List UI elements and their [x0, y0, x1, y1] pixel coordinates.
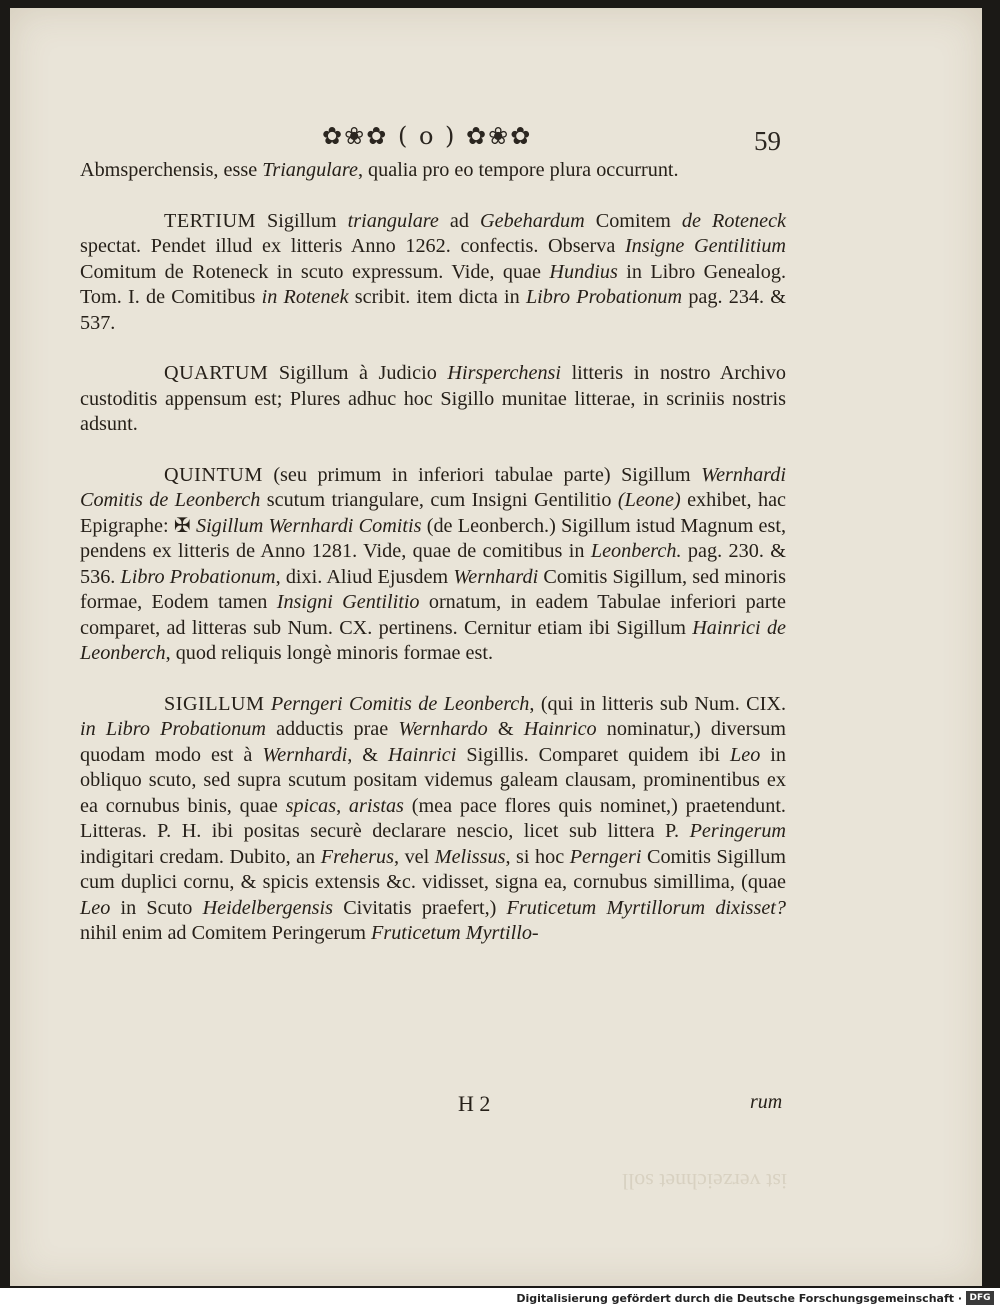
italic-text: in Rotenek	[261, 286, 349, 308]
text-run: (de Leonberch.) Sigillum istud Magnum est, pendens ex litteris de Anno 1281. Vide, quae de comitibus in	[80, 514, 786, 562]
text-run: &	[487, 718, 524, 740]
bleed-through-text: ist verzeichnet soll	[622, 1169, 787, 1194]
text-run: , quod reliquis longè minoris formae est.	[165, 642, 494, 664]
text-run: Comitum de Roteneck in scuto expressum. Vide, quae	[80, 260, 550, 283]
paragraph-tertium	[80, 209, 786, 337]
text-run: Comitis Sigillum, sed minoris formae, Eodem tamen	[80, 565, 787, 613]
italic-text: Melissus	[434, 845, 506, 868]
paragraph-quartum	[80, 361, 786, 438]
italic-text: Libro Probationum	[525, 286, 683, 308]
page-header	[10, 120, 982, 160]
section-keyword: SIGILLUM	[164, 692, 265, 715]
text-run: pag. 234. & 537.	[80, 286, 786, 334]
paragraph-quintum	[80, 463, 786, 667]
italic-text: Freherus	[320, 845, 395, 868]
italic-text: Gebehardum	[480, 209, 585, 232]
signature-mark: H 2	[458, 1091, 491, 1116]
text-run: spectat. Pendet illud ex litteris Anno 1262. confectis. Observa	[80, 235, 625, 257]
text-run: (mea pace flores quis nominet,) praetendunt. Litteras. P. H. ibi positas securè declarare nescio, licet sub littera P.	[80, 794, 786, 842]
text-run: scutum triangulare, cum Insigni Gentilitio	[260, 489, 618, 511]
book-page	[10, 8, 982, 1286]
text-run: in Scuto	[110, 896, 203, 919]
italic-text: Perngeri	[569, 845, 642, 868]
text-run: ad	[438, 209, 481, 232]
italic-text: aristas	[348, 794, 404, 817]
italic-text: Hainrici de Leonberch	[80, 616, 786, 664]
dfg-logo: DFG	[966, 1291, 994, 1305]
italic-text: Insigne Gentilitium	[624, 235, 786, 257]
body-text	[80, 158, 786, 947]
italic-text: Hirsperchensi	[447, 362, 562, 384]
paragraph-continuation	[80, 158, 786, 184]
text-run: , vel	[394, 845, 435, 868]
text-run: , (qui in litteris sub Num. CIX.	[529, 692, 786, 715]
italic-text: Leonberch.	[590, 540, 682, 562]
text-run: in Libro Genealog. Tom. I. de Comitibus	[80, 260, 786, 308]
italic-text: Hainrici	[387, 743, 457, 766]
text-run: Civitatis praefert,)	[333, 896, 507, 919]
text-run: in obliquo scuto, sed supra scutum positam videmus galeam clausam, prominentibus ex ea cornubus binis, quae	[80, 743, 786, 817]
text-run: Abmsperchensis, esse	[80, 159, 263, 181]
text-run: Sigillum	[256, 209, 348, 232]
italic-text: in Libro Probationum	[80, 718, 266, 740]
italic-text: Wernhardi	[262, 743, 348, 766]
italic-text: (Leone)	[617, 489, 681, 511]
page-number: 59	[754, 126, 781, 156]
italic-text: Sigillum Wernhardi Comitis	[195, 514, 422, 537]
text-run: indigitari credam. Dubito, an	[80, 845, 321, 868]
text-run: , dixi. Aliud Ejusdem	[275, 565, 454, 588]
text-run: ornatum, in eadem Tabulae inferiori parte comparet, ad litteras sub Num. CX. pertinens. Cernitur etiam ibi Sigillum	[80, 591, 786, 639]
italic-text: Perngeri Comitis de Leonberch	[270, 692, 530, 715]
italic-text: Peringerum	[689, 820, 786, 842]
text-run: ,	[336, 794, 349, 817]
italic-text: Libro Probationum	[120, 565, 276, 588]
catchword: rum	[750, 1091, 783, 1113]
italic-text: Wernhardi Comitis de Leonberch	[80, 463, 786, 511]
italic-text: spicas	[285, 794, 337, 817]
italic-text: triangulare	[347, 209, 439, 232]
text-run: (seu primum in inferiori tabulae parte) Sigillum	[262, 463, 702, 486]
italic-text: Hundius	[549, 260, 618, 283]
text-run: nominatur,) diversum quodam modo est à	[80, 718, 786, 766]
text-run: exhibet, hac Epigraphe: ✠	[80, 489, 787, 537]
text-run: , si hoc	[505, 845, 570, 868]
italic-text: Triangulare	[262, 159, 358, 181]
text-run: nihil enim ad Comitem Peringerum	[80, 922, 371, 944]
paragraph-sigillum	[80, 692, 786, 947]
credit-text: Digitalisierung gefördert durch die Deutsche Forschungsgemeinschaft ·	[516, 1292, 962, 1305]
text-run: , &	[347, 743, 388, 766]
text-run: Comitis Sigillum cum duplici cornu, & spicis extensis &c. vidisset, signa ea, cornubus simillima, (quae	[80, 845, 787, 893]
italic-text: Hainrico	[523, 718, 597, 740]
italic-text: Wernhardo	[398, 718, 488, 740]
text-run: Sigillis. Comparet quidem ibi	[456, 743, 731, 766]
italic-text: Fruticetum Myrtillo-	[371, 922, 539, 944]
section-keyword: QUINTUM	[164, 463, 263, 486]
text-run: , qualia pro eo tempore plura occurrunt.	[357, 159, 679, 181]
section-keyword: QUARTUM	[164, 362, 269, 384]
text-run: pag. 230. & 536.	[80, 540, 786, 588]
text-run: litteris in nostro Archivo custoditis appensum est; Plures adhuc hoc Sigillo munitae litterae, in scriniis nostris adsunt.	[80, 362, 786, 435]
text-run: Sigillum à Judicio	[268, 362, 448, 384]
header-ornament: ✿❀✿ ( o ) ✿❀✿	[322, 122, 533, 150]
text-run: Comitem	[584, 209, 682, 232]
section-keyword: TERTIUM	[164, 209, 256, 232]
text-run: scribit. item dicta in	[348, 286, 526, 308]
italic-text: Insigni Gentilitio	[276, 591, 420, 613]
italic-text: Leo	[80, 896, 111, 919]
text-run: adductis prae	[265, 718, 399, 740]
italic-text: Wernhardi	[453, 565, 539, 588]
italic-text: Heidelbergensis	[202, 896, 334, 919]
italic-text: Fruticetum Myrtillorum dixisset?	[506, 896, 786, 919]
italic-text: Leo	[730, 743, 761, 766]
credit-bar	[0, 1288, 1000, 1309]
italic-text: de Roteneck	[681, 209, 786, 232]
